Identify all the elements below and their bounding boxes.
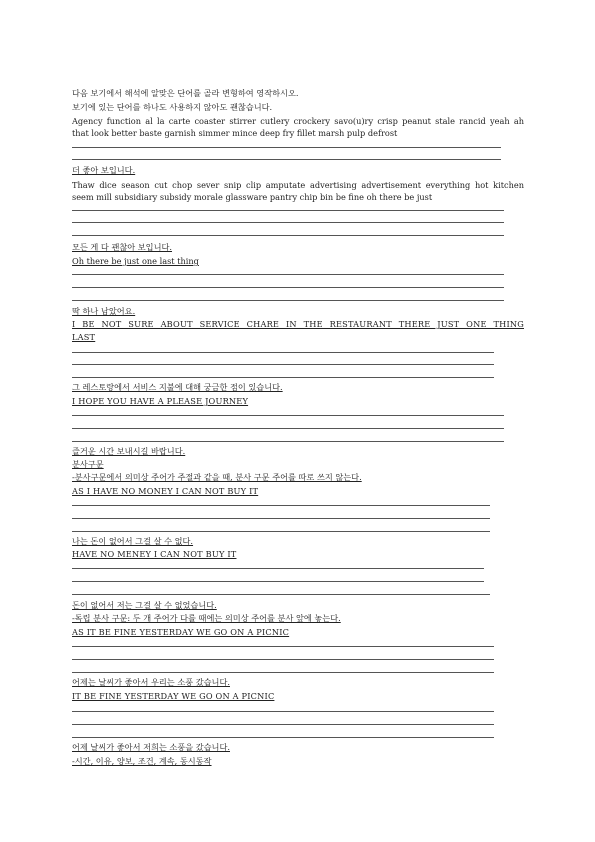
- grammar-heading: 분사구문: [72, 459, 104, 469]
- grammar-note: -분사구문에서 의미상 주어가 주절과 같을 때, 분사 구문 주어를 따로 쓰지 않는다.: [72, 472, 362, 482]
- answer-line[interactable]: [72, 415, 504, 416]
- answer-line[interactable]: [72, 568, 484, 569]
- answer-line[interactable]: [72, 441, 504, 442]
- english-answer-line-1: I BE NOT SURE ABOUT SERVICE CHARE IN THE RESTAURANT THERE JUST ONE THING: [72, 319, 524, 329]
- answer-line[interactable]: [72, 352, 494, 353]
- answer-line[interactable]: [72, 505, 490, 506]
- english-answer: Oh there be just one last thing: [72, 256, 199, 266]
- worksheet-page: [72, 0, 527, 842]
- answer-line[interactable]: [72, 377, 494, 378]
- answer-line[interactable]: [72, 531, 490, 532]
- word-bank-1-line-2: that look better baste garnish simmer mince deep fry fillet marsh pulp defrost: [72, 128, 398, 138]
- instruction-line-2: 보기에 있는 단어를 하나도 사용하지 않아도 괜찮습니다.: [72, 102, 273, 112]
- answer-line[interactable]: [72, 364, 494, 365]
- grammar-note: -시간, 이유, 양보, 조건, 계속, 동시동작: [72, 756, 212, 766]
- answer-line[interactable]: [72, 518, 490, 519]
- english-answer: IT BE FINE YESTERDAY WE GO ON A PICNIC: [72, 691, 275, 701]
- english-answer: AS IT BE FINE YESTERDAY WE GO ON A PICNIC: [72, 627, 290, 637]
- korean-prompt: 어제는 날씨가 좋아서 우리는 소풍 갔습니다.: [72, 677, 230, 687]
- answer-line[interactable]: [72, 724, 494, 725]
- word-bank-1-line-1: Agency function al la carte coaster stirrer cutlery crockery savo(u)ry crisp peanut stale rancid yeah ah: [72, 116, 524, 126]
- answer-line[interactable]: [72, 235, 504, 236]
- answer-line[interactable]: [72, 210, 504, 211]
- korean-prompt: 어제 날씨가 좋아서 저희는 소풍을 갔습니다.: [72, 742, 230, 752]
- english-answer: HAVE NO MENEY I CAN NOT BUY IT: [72, 549, 237, 559]
- answer-line[interactable]: [72, 147, 501, 148]
- korean-prompt: 더 좋아 보입니다.: [72, 165, 136, 175]
- answer-line[interactable]: [72, 287, 504, 288]
- answer-line[interactable]: [72, 594, 490, 595]
- korean-prompt: 모든 게 다 괜찮아 보입니다.: [72, 242, 173, 252]
- word-bank-2-line-2: seem mill subsidiary subsidy morale glassware pantry chip bin be fine oh there be just: [72, 192, 433, 202]
- english-answer: AS I HAVE NO MONEY I CAN NOT BUY IT: [72, 486, 259, 496]
- answer-line[interactable]: [72, 659, 494, 660]
- english-answer: I HOPE YOU HAVE A PLEASE JOURNEY: [72, 396, 249, 406]
- korean-prompt: 나는 돈이 없어서 그걸 살 수 없다.: [72, 536, 194, 546]
- answer-line[interactable]: [72, 646, 494, 647]
- korean-prompt: 돈이 없어서 저는 그걸 살 수 없었습니다.: [72, 600, 217, 610]
- answer-line[interactable]: [72, 300, 504, 301]
- answer-line[interactable]: [72, 159, 501, 160]
- answer-line[interactable]: [72, 581, 484, 582]
- korean-prompt: 그 레스토랑에서 서비스 지불에 대해 궁금한 점이 있습니다.: [72, 382, 283, 392]
- answer-line[interactable]: [72, 672, 494, 673]
- korean-prompt: 딱 하나 남았어요.: [72, 306, 136, 316]
- instruction-line-1: 다음 보기에서 해석에 알맞은 단어를 골라 변형하여 영작하시오.: [72, 88, 299, 98]
- answer-line[interactable]: [72, 428, 504, 429]
- english-answer-line-2: LAST: [72, 332, 96, 342]
- word-bank-2-line-1: Thaw dice season cut chop sever snip clip amputate advertising advertisement everything hot kitchen: [72, 180, 524, 190]
- answer-line[interactable]: [72, 737, 494, 738]
- answer-line[interactable]: [72, 711, 494, 712]
- answer-line[interactable]: [72, 274, 504, 275]
- korean-prompt: 즐거운 시간 보내시길 바랍니다.: [72, 446, 186, 456]
- answer-line[interactable]: [72, 222, 504, 223]
- grammar-note: -독립 분사 구문: 두 개 주어가 다를 때에는 의미상 주어를 분사 앞에 놓는다.: [72, 613, 341, 623]
